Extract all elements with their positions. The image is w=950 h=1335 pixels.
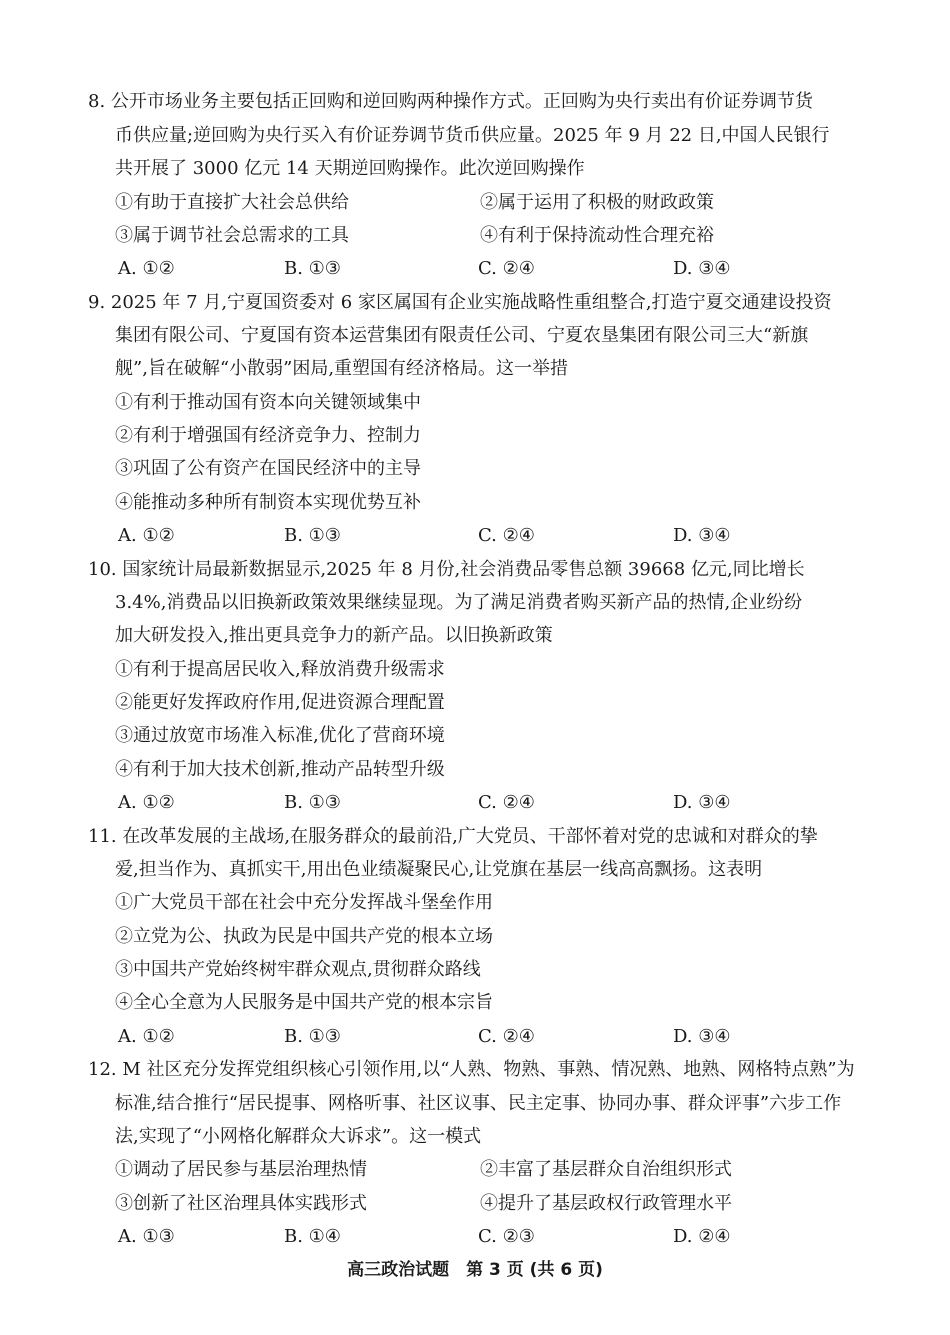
answer-choice-d: D. ③④ bbox=[673, 792, 731, 813]
option-3: ③创新了社区治理具体实践形式 bbox=[115, 1193, 367, 1214]
answer-choice-c: C. ②③ bbox=[478, 1226, 535, 1247]
option-3: ③巩固了公有资产在国民经济中的主导 bbox=[115, 458, 421, 479]
question-stem-line: 12. M 社区充分发挥党组织核心引领作用,以“人熟、物熟、事熟、情况熟、地熟、网格特点熟”为 bbox=[88, 1059, 855, 1080]
answer-choice-c: C. ②④ bbox=[478, 792, 535, 813]
answer-choice-c: C. ②④ bbox=[478, 525, 535, 546]
answer-choice-c: C. ②④ bbox=[478, 258, 535, 279]
answer-choice-a: A. ①② bbox=[118, 792, 175, 813]
question-stem-line: 加大研发投入,推出更具竞争力的新产品。以旧换新政策 bbox=[115, 625, 553, 646]
option-1: ①有利于推动国有资本向关键领域集中 bbox=[115, 392, 421, 413]
answer-choice-d: D. ③④ bbox=[673, 525, 731, 546]
question-stem-line: 法,实现了“小网格化解群众大诉求”。这一模式 bbox=[115, 1126, 482, 1147]
question-stem-line: 11. 在改革发展的主战场,在服务群众的最前沿,广大党员、干部怀着对党的忠诚和对群众的挚 bbox=[88, 826, 818, 847]
option-2: ②能更好发挥政府作用,促进资源合理配置 bbox=[115, 692, 445, 713]
answer-choice-b: B. ①④ bbox=[284, 1226, 341, 1247]
question-stem-line: 10. 国家统计局最新数据显示,2025 年 8 月份,社会消费品零售总额 39668 亿元,同比增长 bbox=[88, 559, 805, 580]
question-stem-line: 币供应量;逆回购为央行买入有价证券调节货币供应量。2025 年 9 月 22 日,中国人民银行 bbox=[115, 125, 830, 146]
page-footer: 高三政治试题 第 3 页 (共 6 页) bbox=[347, 1260, 603, 1280]
question-stem-line: 集团有限公司、宁夏国有资本运营集团有限责任公司、宁夏农垦集团有限公司三大“新旗 bbox=[115, 325, 809, 346]
answer-choice-a: A. ①② bbox=[118, 258, 175, 279]
question-stem-line: 3.4%,消费品以旧换新政策效果继续显现。为了满足消费者购买新产品的热情,企业纷纷 bbox=[115, 592, 803, 613]
answer-choice-a: A. ①② bbox=[118, 1026, 175, 1047]
option-4: ④全心全意为人民服务是中国共产党的根本宗旨 bbox=[115, 992, 493, 1013]
question-stem-line: 8. 公开市场业务主要包括正回购和逆回购两种操作方式。正回购为央行卖出有价证券调节货 bbox=[88, 91, 813, 112]
answer-choice-a: A. ①② bbox=[118, 525, 175, 546]
answer-choice-d: D. ③④ bbox=[673, 258, 731, 279]
option-1: ①调动了居民参与基层治理热情 bbox=[115, 1159, 367, 1180]
option-3: ③通过放宽市场准入标准,优化了营商环境 bbox=[115, 725, 445, 746]
question-stem-line: 舰”,旨在破解“小散弱”困局,重塑国有经济格局。这一举措 bbox=[115, 358, 569, 379]
option-2: ②立党为公、执政为民是中国共产党的根本立场 bbox=[115, 926, 493, 947]
option-4: ④有利于保持流动性合理充裕 bbox=[480, 225, 714, 246]
question-stem-line: 9. 2025 年 7 月,宁夏国资委对 6 家区属国有企业实施战略性重组整合,打造宁夏交通建设投资 bbox=[88, 292, 832, 313]
option-2: ②属于运用了积极的财政政策 bbox=[480, 192, 714, 213]
answer-choice-b: B. ①③ bbox=[284, 525, 341, 546]
answer-choice-d: D. ③④ bbox=[673, 1026, 731, 1047]
option-1: ①有助于直接扩大社会总供给 bbox=[115, 192, 349, 213]
option-3: ③中国共产党始终树牢群众观点,贯彻群众路线 bbox=[115, 959, 481, 980]
option-2: ②有利于增强国有经济竞争力、控制力 bbox=[115, 425, 421, 446]
answer-choice-d: D. ②④ bbox=[673, 1226, 731, 1247]
question-stem-line: 共开展了 3000 亿元 14 天期逆回购操作。此次逆回购操作 bbox=[115, 158, 585, 179]
answer-choice-b: B. ①③ bbox=[284, 258, 341, 279]
option-4: ④有利于加大技术创新,推动产品转型升级 bbox=[115, 759, 445, 780]
answer-choice-a: A. ①③ bbox=[118, 1226, 175, 1247]
option-1: ①有利于提高居民收入,释放消费升级需求 bbox=[115, 659, 445, 680]
option-4: ④能推动多种所有制资本实现优势互补 bbox=[115, 492, 421, 513]
question-stem-line: 标准,结合推行“居民提事、网格听事、社区议事、民主定事、协同办事、群众评事”六步工作 bbox=[115, 1093, 842, 1114]
answer-choice-b: B. ①③ bbox=[284, 792, 341, 813]
answer-choice-c: C. ②④ bbox=[478, 1026, 535, 1047]
option-2: ②丰富了基层群众自治组织形式 bbox=[480, 1159, 732, 1180]
option-3: ③属于调节社会总需求的工具 bbox=[115, 225, 349, 246]
option-4: ④提升了基层政权行政管理水平 bbox=[480, 1193, 732, 1214]
option-1: ①广大党员干部在社会中充分发挥战斗堡垒作用 bbox=[115, 892, 493, 913]
answer-choice-b: B. ①③ bbox=[284, 1026, 341, 1047]
question-stem-line: 爱,担当作为、真抓实干,用出色业绩凝聚民心,让党旗在基层一线高高飘扬。这表明 bbox=[115, 859, 763, 880]
